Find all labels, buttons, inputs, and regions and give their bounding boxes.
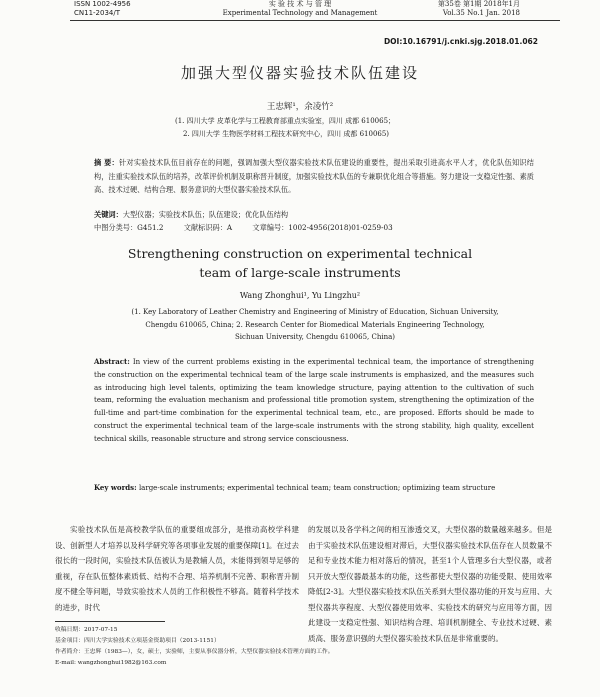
en-abstract-text: In view of the current problems existing in the experimental technical team, the importance of strengthening the construction on the experimental technical team of the large scale instruments is emphasized, and the measures such as introducing high level talents, optimizing the team knowledge structure, paying attention to the cultivation of such team, reforming the evaluation mechanism and professional title promotion system, strengthening the optimization of the full-time and part-time combination for the experimental technical team, etc., are proposed. Efforts should be made to construct the experimental technical team of the large-scale instruments with the strong stability, high quality, excellent technical skills, reasonable structure and strong service consciousness.: [94, 358, 534, 443]
en-keywords: [94, 482, 534, 495]
cn-keywords-text: 大型仪器；实验技术队伍；队伍建设；优化队伍结构: [122, 210, 289, 219]
cn-affiliations: [175, 115, 505, 141]
en-affiliations: [95, 306, 535, 344]
footnote-author-bio: 作者简介：王忠辉（1983—），女，硕士，实验师，主要从事仪器分析，大型仪器实验技术管理方面的工作。: [55, 649, 334, 655]
header-journal-cn: 实 验 技 术 与 管 理: [268, 0, 332, 8]
cn-abstract: [94, 156, 534, 197]
en-affiliation-line-1: (1. Key Laboratory of Leather Chemistry and Engineering of Ministry of Education, Sichuan University,: [131, 308, 499, 316]
cn-abstract-text: 针对实验技术队伍目前存在的问题，强调加强大型仪器实验技术队伍建设的重要性，提出采取引进高水平人才，优化队伍知识结构，注重实验技术队伍的培养，改革评价机制及职称晋升制度，加强实验技术队伍的专兼职优化组合等措施。努力建设一支稳定性强、素质高、技术过硬、结构合理、服务意识的大型仪器实验技术队伍。: [94, 158, 534, 194]
en-keywords-text: large-scale instruments; experimental technical team; team construction; optimizing team structure: [138, 484, 496, 492]
doi-link[interactable]: DOI:10.16791/j.cnki.sjg.2018.01.062: [383, 37, 538, 46]
en-abstract: [94, 356, 534, 446]
en-title-line-1: Strengthening construction on experimental technical: [127, 246, 473, 261]
en-affiliation-line-2: Chengdu 610065, China; 2. Research Center for Biomedical Materials Engineering Technology,: [145, 320, 485, 329]
cn-keywords-label: 关键词：: [94, 210, 123, 219]
body-text-right-column: 的发展以及各学科之间的相互渗透交叉，大型仪器的数量越来越多。但是由于实验技术队伍建设相对滞后，大型仪器实验技术队伍存在人员数量不足和专业技术能力相对落后的情况，甚至1个人管理多台大型仪器，或者只开放大型仪器最基本的功能，这些都使大型仪器的功能受限、使用效率降低[2-3]。大型仪器实验技术队伍关系到大型仪器功能的开发与应用、大型仪器共享程度、大型仪器使用效率、实验技术的研究与应用等方面，因此建设一支稳定性强、知识结构合理、培训机制健全、专业技术过硬、素质高、服务意识强的大型仪器实验技术队伍是非常重要的。: [308, 525, 552, 643]
footnotes: [55, 625, 334, 669]
footnote-funding: 基金项目：四川大学实验技术立项基金资助项目（2013-1151）: [55, 638, 220, 644]
cn-title: 加强大型仪器实验技术队伍建设: [180, 64, 419, 82]
header-volume-block: [438, 0, 520, 18]
en-title-line-2: team of large-scale instruments: [199, 265, 401, 280]
en-authors: Wang Zhonghui¹, Yu Lingzhu²: [239, 291, 361, 300]
en-title: [0, 244, 600, 282]
footnote-rule: [55, 621, 165, 622]
footnote-email[interactable]: E-mail: wangzhonghui1982@163.com: [55, 660, 167, 666]
cn-affiliation-1: (1. 四川大学 皮革化学与工程教育部重点实验室，四川 成都 610065；: [175, 117, 396, 125]
cn-abstract-label: 摘 要：: [94, 158, 119, 167]
running-header: [0, 0, 600, 22]
article-number: 文章编号：1002-4956(2018)01-0259-03: [252, 223, 393, 232]
clc-number: 中图分类号：G451.2: [94, 223, 164, 232]
header-journal-en: Experimental Technology and Management: [222, 9, 378, 17]
header-issn: ISSN 1002-4956: [74, 0, 131, 8]
cn-authors: 王忠辉¹，余凌竹²: [266, 102, 334, 112]
cn-keywords: [94, 208, 534, 222]
en-keywords-label: Key words:: [94, 483, 137, 492]
footnote-received: 收稿日期：2017-07-15: [55, 627, 118, 633]
body-text-left-column: 实验技术队伍是高校教学队伍的重要组成部分，是推动高校学科建设、创新型人才培养以及科学研究等各项事业发展的重要保障[1]。在过去很长的一段时间，实验技术队伍被认为是教辅人员，未能得到领导足够的重视，存在队伍整体素质低、结构不合理、培养机制不完善、职称晋升制度不健全等问题，导致实验技术人员的工作积极性不够高。随着科学技术的进步，时代: [55, 525, 299, 612]
cn-affiliation-2: 2. 四川大学 生物医学材料工程技术研究中心，四川 成都 610065): [183, 130, 390, 138]
header-rule: [70, 20, 560, 21]
header-volume-en: Vol.35 No.1 Jan. 2018: [442, 9, 520, 17]
document-code: 文献标识码：A: [183, 223, 233, 232]
cn-classification: [94, 221, 534, 235]
en-abstract-label: Abstract:: [94, 357, 130, 366]
header-journal-block: [200, 0, 400, 18]
header-issn-block: [74, 0, 131, 18]
header-cn: CN11-2034/T: [74, 9, 121, 17]
en-affiliation-line-3: Sichuan University, Chengdu 610065, China): [235, 333, 395, 341]
header-volume-cn: 第35卷 第1期 2018年1月: [437, 0, 520, 8]
